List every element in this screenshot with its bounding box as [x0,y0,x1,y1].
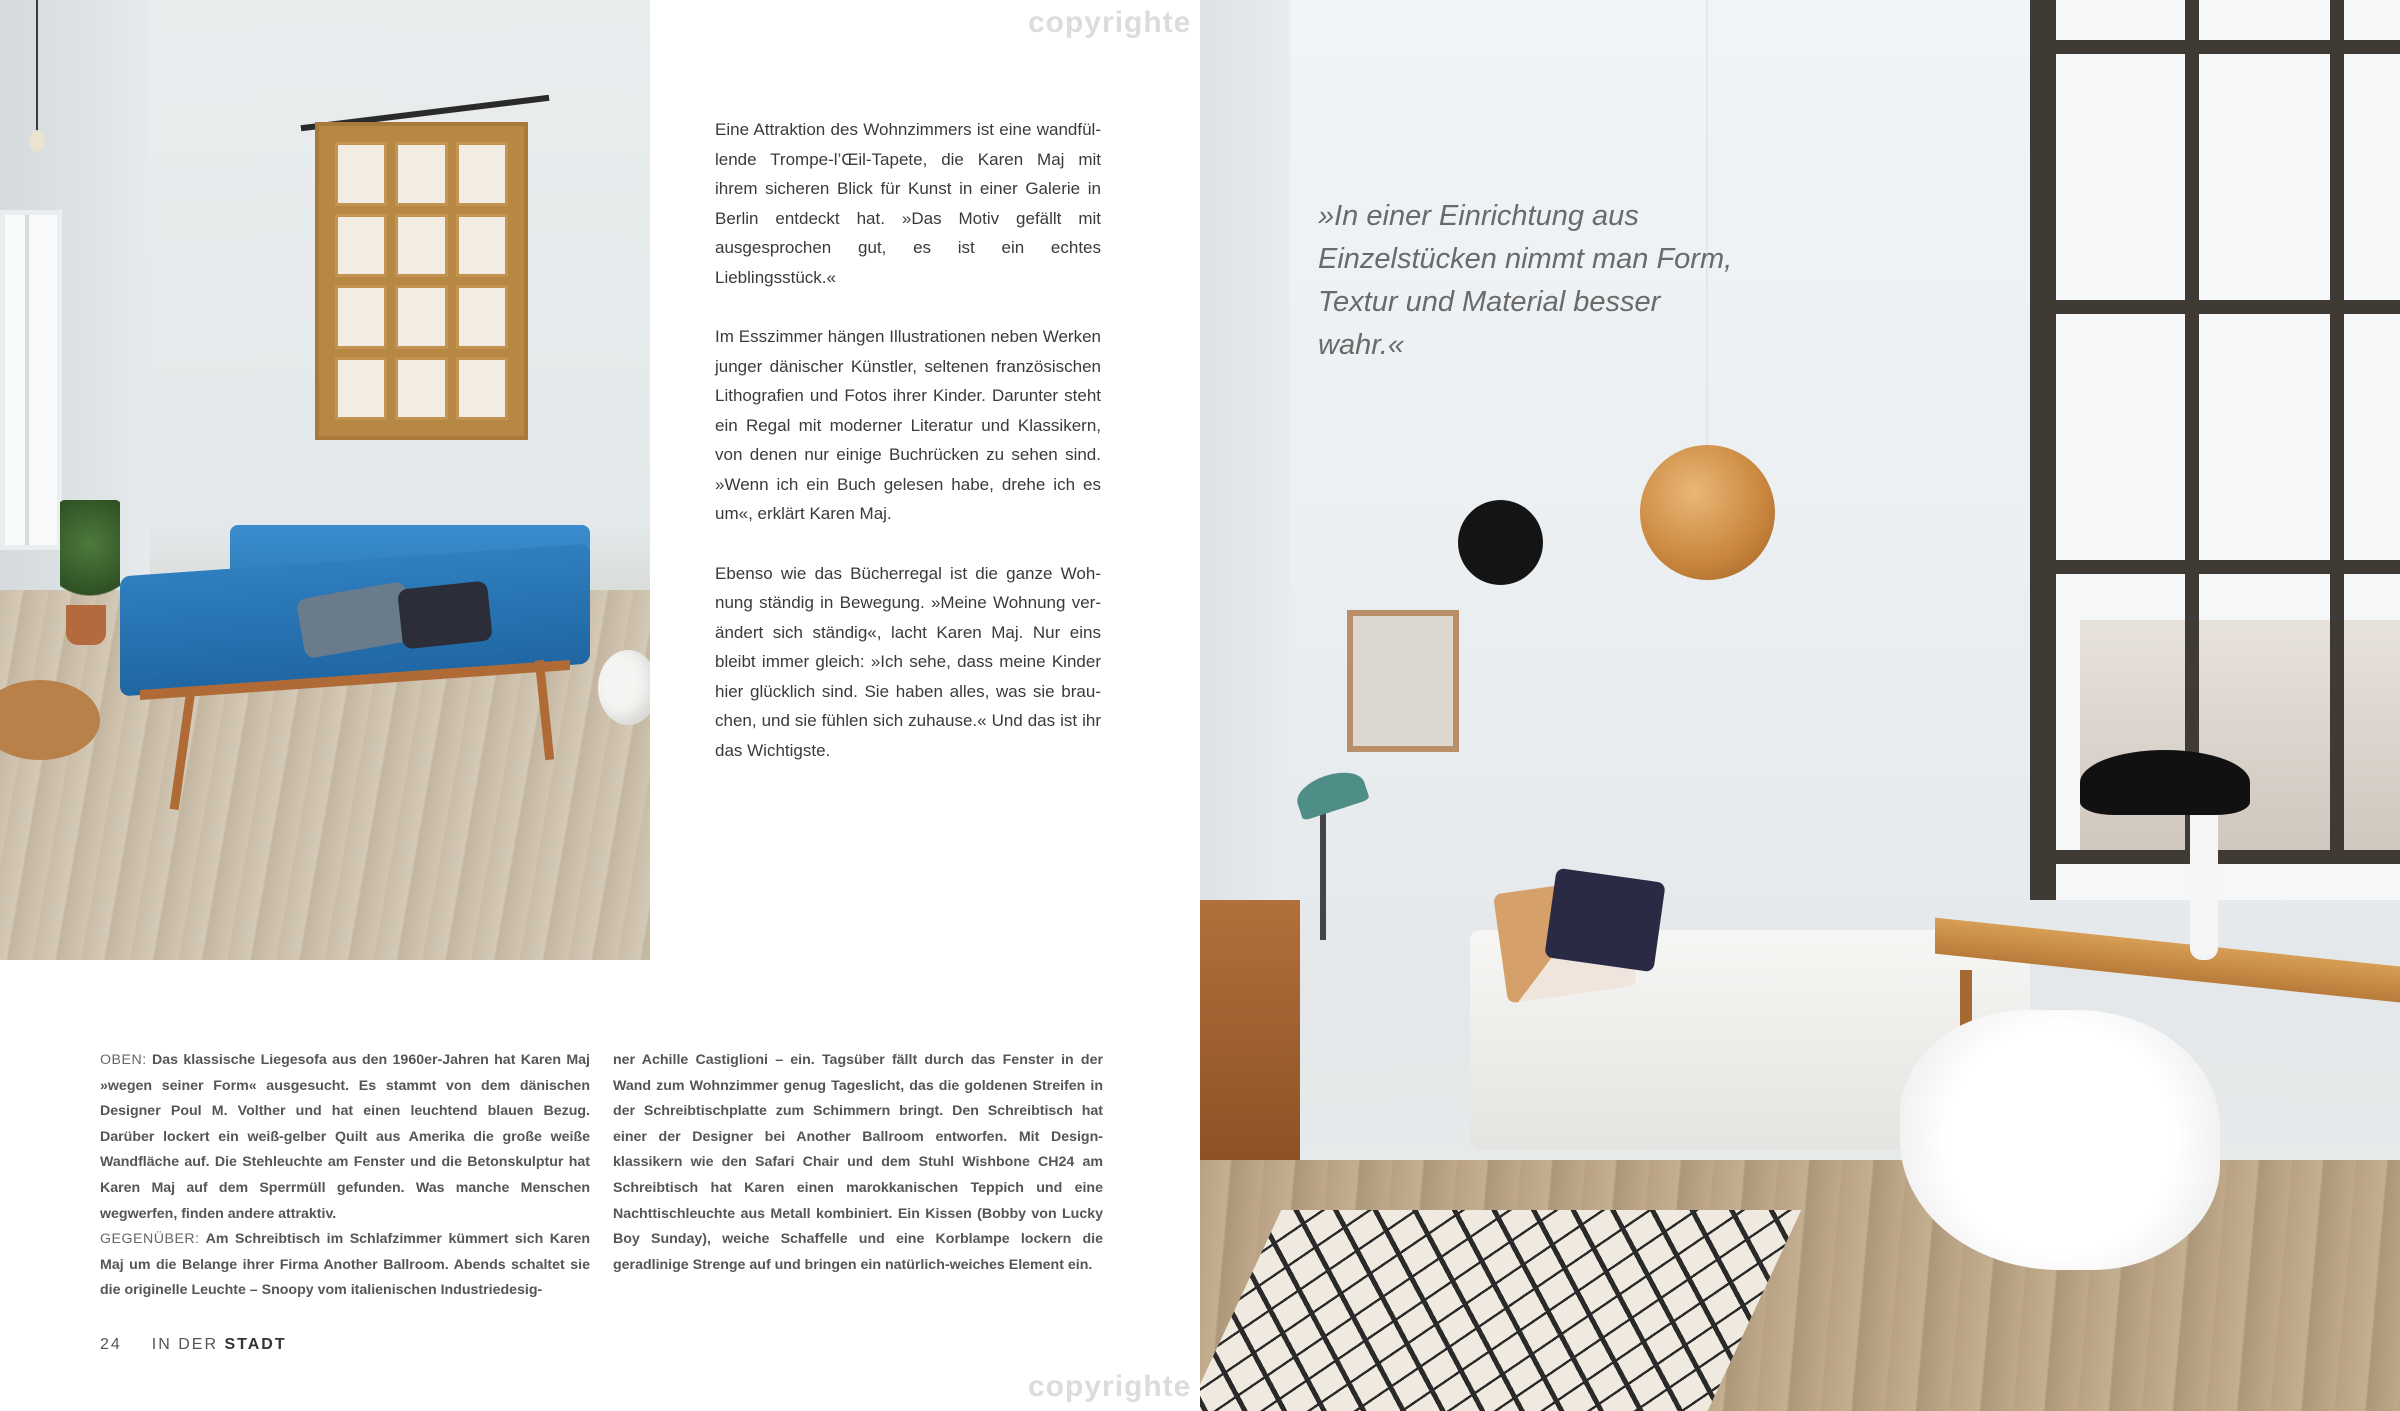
section-title-bold: STADT [224,1336,287,1353]
window-mullion [2330,0,2344,860]
bedroom-side-wall [1200,0,1290,900]
page-number: 24 [100,1336,122,1353]
right-page [1200,0,2400,1411]
watermark-bottom: copyrighte [1028,1370,1192,1403]
framed-picture [1347,610,1459,752]
pull-quote: »In einer Einrichtung aus Einzelstücken nimmt man Form, Textur und Material besser wahr.« [1318,200,1733,361]
caption-opposite [100,1227,590,1304]
potted-plant [60,500,120,610]
section-title-prefix: IN DER [151,1336,225,1353]
window-mullion [2185,0,2199,860]
caption-above [100,1048,590,1227]
black-hat-on-wall [1458,500,1543,585]
wicker-pendant-lamp [1640,445,1775,580]
moroccan-rug [1200,1210,1801,1411]
wall-quilt [315,122,528,440]
pendant-wire [36,0,38,135]
plant-pot [66,605,106,645]
window-mullion [2030,560,2400,574]
caption-label-opposite: GEGENÜBER: [100,1231,200,1248]
snoopy-lamp-shade [2080,750,2250,815]
photo-caption [100,1048,1103,1308]
window-mullion [2030,300,2400,314]
section-title [152,1336,287,1353]
globe-floor-lamp [598,650,650,725]
page-footer [100,1336,287,1354]
pendant-bulb [29,130,45,152]
caption-text-opposite-continued: ner Achille Castiglioni – ein. Tagsüber fällt durch das Fenster in der Wand zum Wohnzimmer genug Tageslicht, das die goldenen Streifen in der Schreibtischplatte zum Schimmern bringt. Den Schreibtisch hat einer der Designer bei Another Ballroom entworfen. Mit Designklassikern wie den Safari Chair und dem Stuhl Wishbone CH24 am Schreibtisch hat Karen einen marokkanischen Teppich und eine Nachttischleuchte aus Metall kombiniert. Ein Kissen (Bobby von Lucky Boy Sunday), weiche Schaffelle und eine Korblampe lockern die geradlinige Strenge auf und bringen ein natürlich-weiches Element ein. [613,1052,1103,1273]
body-paragraph: Eine Attraktion des Wohnzimmers ist eine wandfüllende Trompe-l’Œil-Tapete, die Karen Maj mit ihrem sicheren Blick für Kunst in einer Galerie in Berlin entdeckt hat. »Das Motiv gefällt mit ausgesprochen gut, es ist ein echtes Lieblingsstück.« [715,120,1101,287]
living-room-photo [0,0,650,960]
caption-text-opposite: Am Schreibtisch im Schlafzimmer kümmert sich Karen Maj um die Belange ihrer Firma Another Ballroom. Abends schaltet sie die originelle Leuchte – Snoopy vom italienischen Industriedesig- [100,1231,590,1299]
snoopy-lamp-base [2190,800,2218,960]
bed-pillow-navy [1544,868,1665,972]
caption-column-2 [613,1048,1103,1278]
window-view [2080,620,2400,860]
body-paragraph: Ebenso wie das Bücherregal ist die ganze Wohnung ständig in Bewegung. »Meine Wohnung verändert sich ständig«, lacht Karen Maj. Nur eins bleibt immer gleich: »Ich sehe, dass meine Kinder hier glücklich sind. Sie haben alles, was sie brauchen, und sie fühlen sich zuhause.« Und das ist ihr das Wichtigste. [715,563,1101,760]
caption-label-above: OBEN: [100,1052,147,1068]
living-room-window [0,210,62,550]
body-paragraph: Im Esszimmer hängen Illustrationen neben Werken junger dänischer Künstler, seltenen französischen Lithografien und Fotos ihrer Kinder. Darunter steht ein Regal mit moderner Literatur und Klassikern, von denen nur einige Buchrücken zu sehen sind. »Wenn ich ein Buch gelesen habe, drehe ich es um«, erklärt Karen Maj. [715,327,1101,523]
sofa-cushion-dark [397,580,493,649]
window-mullion [2030,40,2400,54]
caption-text-above: Das klassische Liegesofa aus den 1960er-Jahren hat Karen Maj »wegen seiner Form« ausgesucht. Es stammt von dem dänischen Designer Poul M. Volther und hat einen leuchtend blauen Bezug. Darüber lockert ein weiß-gelber Quilt aus Amerika die große weiße Wandfläche auf. Die Stehleuchte am Fenster und die Betonskulptur hat Karen Maj auf dem Sperrmüll gefunden. Was manche Menschen wegwerfen, finden andere attraktiv. [100,1052,591,1222]
body-text [715,115,1101,795]
desk-lamp-arm [1320,800,1326,940]
safari-chair [1200,900,1300,1160]
caption-column-1 [100,1048,590,1304]
watermark-top: copyrighte [1028,6,1192,39]
sheepskin-throw [1900,1010,2220,1270]
